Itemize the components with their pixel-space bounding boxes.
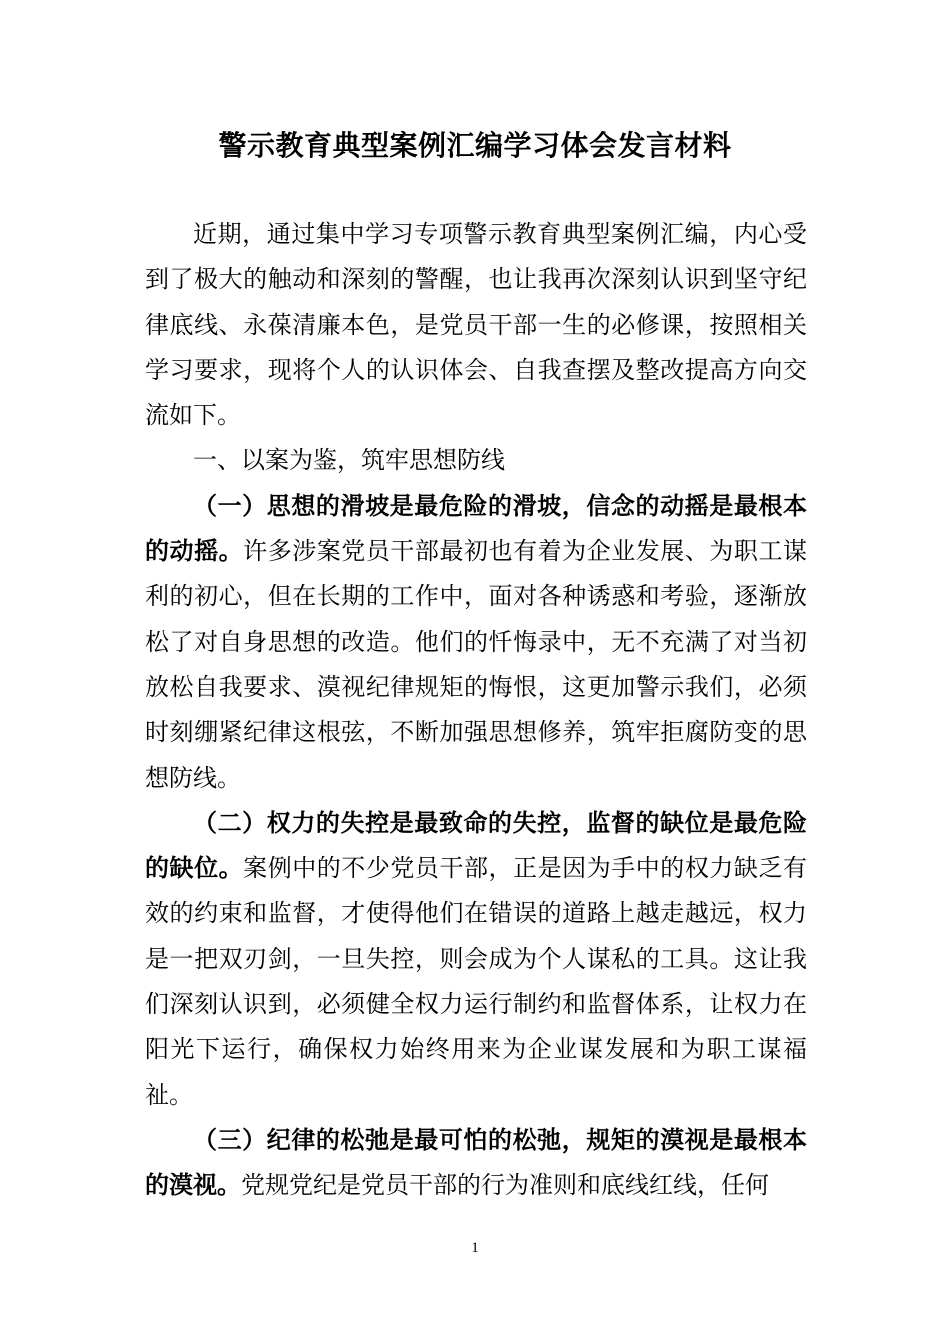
page-number: 1	[471, 1240, 479, 1256]
point-paragraph-2	[145, 801, 807, 1118]
document-body	[145, 212, 807, 1209]
intro-paragraph: 近期，通过集中学习专项警示教育典型案例汇编，内心受到了极大的触动和深刻的警醒，也让我再次深刻认识到坚守纪律底线、永葆清廉本色，是党员干部一生的必修课，按照相关学习要求，现将个人的认识体会、自我查摆及整改提高方向交流如下。	[145, 220, 807, 430]
point-lead-1: （一）思想的滑坡是最危险的滑坡，信念的动摇是最根本的动摇。	[145, 491, 807, 566]
document-title: 警示教育典型案例汇编学习体会发言材料	[218, 129, 732, 162]
point-lead-3: （三）纪律的松弛是最可怕的松弛，规矩的漠视是最根本的漠视。	[145, 1125, 807, 1200]
point-text-1: 许多涉案党员干部最初也有着为企业发展、为职工谋利的初心，但在长期的工作中，面对各种诱惑和考验，逐渐放松了对自身思想的改造。他们的忏悔录中，无不充满了对当初放松自我要求、漠视纪律规矩的悔恨，这更加警示我们，必须时刻绷紧纪律这根弦，不断加强思想修养，筑牢拒腐防变的思想防线。	[145, 537, 808, 792]
point-paragraph-1	[145, 484, 807, 801]
point-text-3: 党规党纪是党员干部的行为准则和底线红线，任何	[241, 1171, 769, 1200]
section-heading: 一、以案为鉴，筑牢思想防线	[193, 446, 505, 475]
point-lead-2: （二）权力的失控是最致命的失控，监督的缺位是最危险的缺位。	[145, 808, 807, 883]
point-text-2: 案例中的不少党员干部，正是因为手中的权力缺乏有效的约束和监督，才使得他们在错误的道路上越走越远，权力是一把双刃剑，一旦失控，则会成为个人谋私的工具。这让我们深刻认识到，必须健全权力运行制约和监督体系，让权力在阳光下运行，确保权力始终用来为企业谋发展和为职工谋福祉。	[145, 854, 808, 1109]
point-paragraph-3	[145, 1118, 807, 1209]
